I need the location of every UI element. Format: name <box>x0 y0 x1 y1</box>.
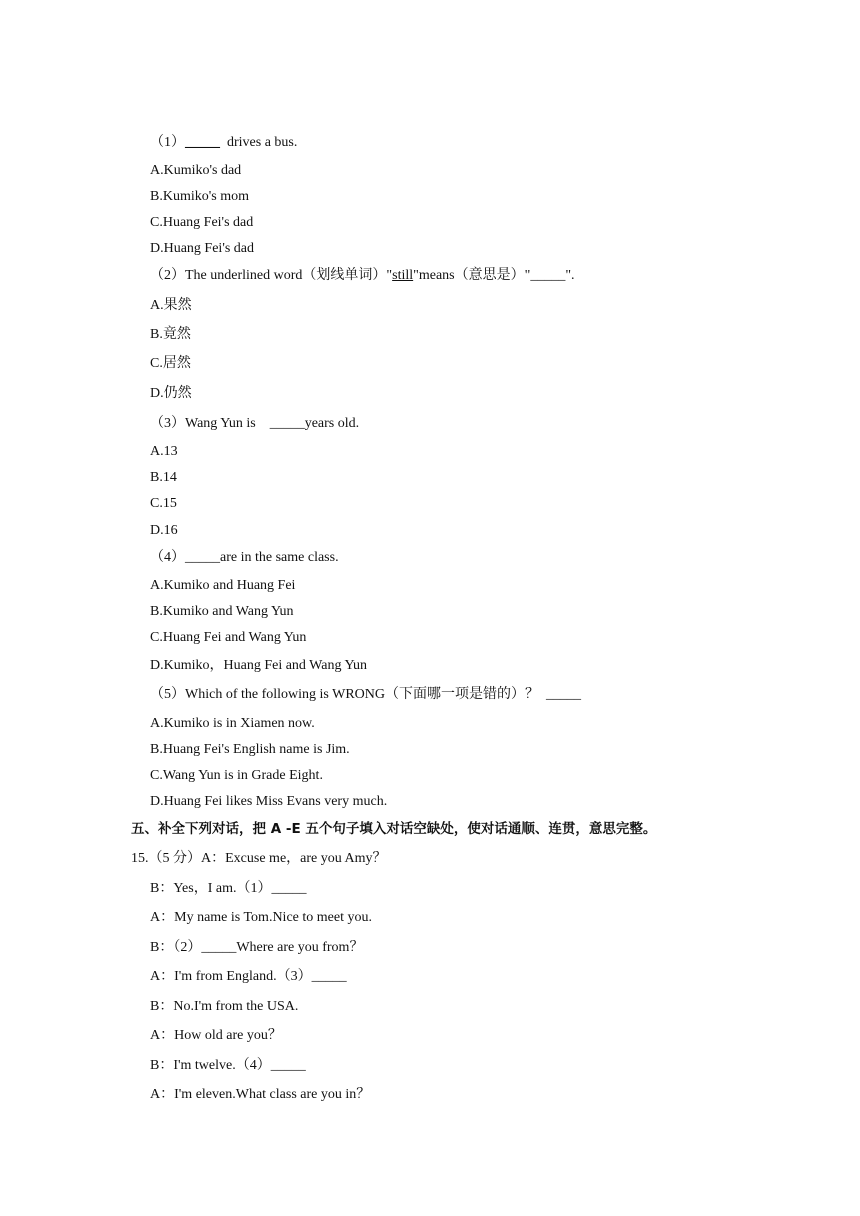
q2-middle: "means（意思是）" <box>413 268 531 283</box>
q4-prefix: （4） <box>150 550 185 565</box>
option-a: A.Kumiko is in Xiamen now. <box>150 716 315 731</box>
question-4 <box>150 549 339 567</box>
dialogue-text-after: Where are you from？ <box>236 940 364 955</box>
q4-text: are in the same class. <box>220 550 339 565</box>
question-3 <box>150 415 359 433</box>
dialogue-text: No.I'm from the USA. <box>173 999 299 1014</box>
speaker: A： <box>150 969 175 984</box>
dialogue-text: I'm from England.（3） <box>174 969 312 984</box>
question-5 <box>150 686 581 704</box>
dialogue-line <box>150 1027 282 1045</box>
option-a: A.13 <box>150 444 178 459</box>
question-number: 15.（5 分） <box>131 851 201 866</box>
option-c: C.Huang Fei's dad <box>150 215 254 230</box>
q2-prefix: （2）The underlined word（划线单词）" <box>150 268 393 283</box>
speaker: A： <box>150 1087 175 1102</box>
speaker: B： <box>150 881 174 896</box>
dialogue-line <box>150 1086 370 1104</box>
dialogue-line <box>150 880 306 898</box>
option-b: B.Kumiko's mom <box>150 189 249 204</box>
speaker: A： <box>150 910 175 925</box>
question-2 <box>150 267 575 285</box>
option-c: C.15 <box>150 496 177 511</box>
underlined-word: still <box>392 268 414 283</box>
dialogue-text: How old are you？ <box>174 1028 282 1043</box>
option-d: D.16 <box>150 523 178 538</box>
dialogue-line <box>150 1057 306 1075</box>
option-a: A.Kumiko and Huang Fei <box>150 578 296 593</box>
q3-prefix: （3）Wang Yun is <box>150 416 270 431</box>
answer-blank: _____ <box>269 416 305 431</box>
option-d: D.Huang Fei's dad <box>150 241 255 256</box>
option-c: C.Huang Fei and Wang Yun <box>150 630 307 645</box>
option-d: D.Kumiko，Huang Fei and Wang Yun <box>150 658 368 673</box>
speaker: A： <box>201 851 226 866</box>
speaker: B： <box>150 940 174 955</box>
q2-suffix: ". <box>565 268 575 283</box>
option-d: D.Huang Fei likes Miss Evans very much. <box>150 794 388 809</box>
dialogue-line <box>150 998 298 1016</box>
dialogue-text: （2） <box>173 940 202 955</box>
answer-blank: _____ <box>530 268 566 283</box>
section-heading: 五、补全下列对话，把 A -E 五个句子填入对话空缺处，使对话通顺、连贯，意思完整。 <box>131 821 657 837</box>
dialogue-line <box>150 939 363 957</box>
answer-blank: _____ <box>311 969 347 984</box>
dialogue-line <box>150 968 347 986</box>
option-a: A.Kumiko's dad <box>150 163 242 178</box>
q3-text: years old. <box>304 416 360 431</box>
dialogue-line <box>150 909 372 927</box>
answer-blank: _____ <box>270 1058 306 1073</box>
dialogue-text: Yes，I am.（1） <box>173 881 272 896</box>
option-b: B.竟然 <box>150 327 191 342</box>
q1-prefix: （1） <box>150 135 185 150</box>
speaker: A： <box>150 1028 175 1043</box>
option-c: C.Wang Yun is in Grade Eight. <box>150 768 323 783</box>
q5-prefix: （5）Which of the following is WRONG（下面哪一项是错的）？ <box>150 687 546 702</box>
answer-blank: _____ <box>271 881 307 896</box>
speaker: B： <box>150 1058 174 1073</box>
option-d: D.仍然 <box>150 386 192 401</box>
dialogue-text: My name is Tom.Nice to meet you. <box>174 910 372 925</box>
option-b: B.Huang Fei's English name is Jim. <box>150 742 350 757</box>
option-a: A.果然 <box>150 298 192 313</box>
option-c: C.居然 <box>150 356 191 371</box>
answer-blank: _____ <box>185 550 220 565</box>
dialogue-text: I'm eleven.What class are you in？ <box>174 1087 371 1102</box>
answer-blank: _____ <box>185 135 220 150</box>
q1-text: drives a bus. <box>220 135 298 150</box>
question-1 <box>150 134 297 152</box>
answer-blank: _____ <box>201 940 237 955</box>
dialogue-text: Excuse me，are you Amy？ <box>225 851 387 866</box>
speaker: B： <box>150 999 174 1014</box>
option-b: B.14 <box>150 470 177 485</box>
option-b: B.Kumiko and Wang Yun <box>150 604 294 619</box>
dialogue-text: I'm twelve.（4） <box>173 1058 271 1073</box>
answer-blank: _____ <box>546 687 581 702</box>
question-15-line <box>131 850 386 868</box>
